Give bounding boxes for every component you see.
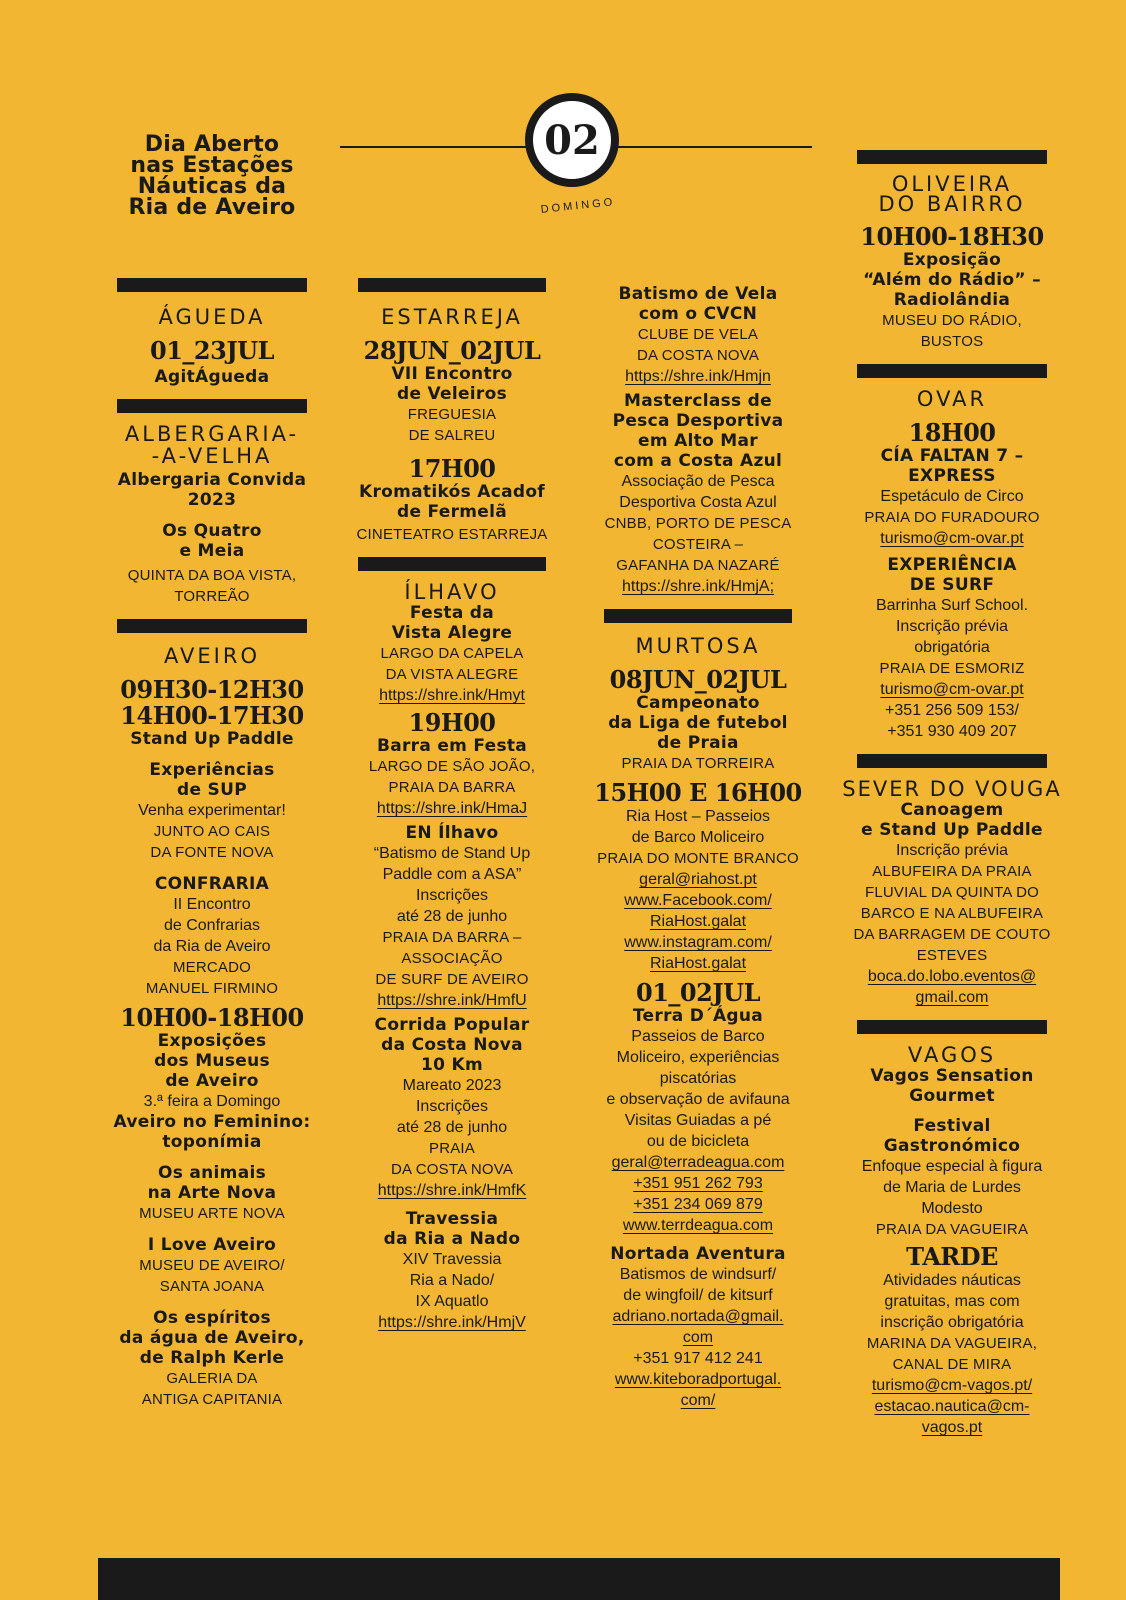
event-description: Moliceiro, experiências [616,1049,780,1066]
event-date: 08JUN_02JUL [609,665,787,694]
event-link[interactable]: www.terrdeagua.com [622,1217,774,1234]
event-phone: +351 917 412 241 [633,1350,763,1367]
event-description: inscrição obrigatória [880,1314,1024,1331]
title-line: Dia Aberto [144,132,280,157]
event-title: Experiências [149,760,275,780]
event-title: toponímia [162,1132,262,1152]
event-title: Barra em Festa [376,736,528,756]
event-link[interactable]: https://shre.ink/HmjV [378,1314,526,1331]
event-title: EXPRESS [908,466,996,486]
event-place: MUSEU DE AVEIRO/ [139,1257,285,1274]
section-bar [358,278,546,292]
event-link[interactable]: boca.do.lobo.eventos@ [867,968,1037,985]
event-title: Pesca Desportiva [612,411,784,431]
event-title: Albergaria Convida [117,470,307,490]
event-title: CONFRARIA [154,874,270,894]
event-description: Associação de Pesca [621,473,775,490]
event-title: Canoagem [900,800,1004,820]
section-bar [857,1020,1047,1034]
event-place: PRAIA DA TORREIRA [621,755,775,772]
event-description: Enfoque especial à figura [861,1158,1043,1175]
title-line: Náuticas da [137,174,287,199]
event-place: DA BARRAGEM DE COUTO [853,926,1051,943]
event-place: DA FONTE NOVA [150,844,274,861]
town-agueda: ÁGUEDA [158,305,266,329]
event-title: Os animais [157,1163,267,1183]
event-description: IX Aquatlo [415,1293,489,1310]
event-title: e Meia [179,541,245,561]
event-place: CLUBE DE VELA [637,326,759,343]
event-title: Corrida Popular [374,1015,530,1035]
event-title: Vista Alegre [391,623,513,643]
section-bar [857,150,1047,164]
event-title: da Ria a Nado [383,1229,521,1249]
town-oliveira: DO BAIRRO [878,192,1026,216]
event-title: Os Quatro [162,521,262,541]
event-date: 09H30-12H30 [120,675,304,704]
event-date: 01_23JUL [150,336,274,365]
page-title [96,134,328,218]
event-place: MUSEU DO RÁDIO, [882,312,1022,329]
event-description: Visitas Guiadas a pé [624,1112,772,1129]
event-place: PRAIA DE ESMORIZ [879,660,1025,677]
event-description: Atividades náuticas [883,1272,1021,1289]
event-description: Ria Host – Passeios [625,808,771,825]
event-description: até 28 de junho [396,908,508,925]
event-place: GAFANHA DA NAZARÉ [616,557,780,574]
event-link[interactable]: https://shre.ink/Hmyt [379,687,525,704]
section-bar [117,399,307,413]
event-place: LARGO DE SÃO JOÃO, [368,758,536,775]
event-place: FREGUESIA [407,406,497,423]
event-link[interactable]: +351 234 069 879 [633,1196,763,1213]
town-ilhavo: ÍLHAVO [404,580,500,604]
event-date: 17H00 [408,454,496,483]
event-link[interactable]: com [682,1329,714,1346]
event-place: DA COSTA NOVA [390,1161,514,1178]
event-title: com a Costa Azul [613,451,783,471]
event-description: gratuitas, mas com [884,1293,1020,1310]
event-link[interactable]: estacao.nautica@cm- [874,1398,1030,1415]
event-place: CANAL DE MIRA [892,1356,1012,1373]
event-description: de Confrarias [163,917,261,934]
day-name: DOMINGO [540,196,616,216]
event-title: de Fermelã [397,502,507,522]
town-albergaria: ALBERGARIA- [124,422,300,446]
event-place: PRAIA DO FURADOURO [864,509,1040,526]
event-place: COSTEIRA – [652,536,744,553]
event-link[interactable]: https://shre.ink/HmfU [377,992,527,1009]
event-title: Festa da [409,603,495,623]
event-place: PRAIA [428,1140,475,1157]
event-place: SANTA JOANA [159,1278,265,1295]
event-title: VII Encontro [391,364,513,384]
event-description: Inscrição prévia [895,618,1009,635]
section-bar [117,278,307,292]
event-place: BUSTOS [920,333,984,350]
town-albergaria: -A-VELHA [151,444,273,468]
event-link[interactable]: vagos.pt [921,1419,983,1436]
section-bar [604,609,792,623]
event-title: da Costa Nova [381,1035,523,1055]
event-description: Inscrições [415,887,489,904]
event-phone: +351 256 509 153/ [885,702,1019,719]
day-number: 02 [544,116,600,164]
event-title: e Stand Up Paddle [861,820,1043,840]
title-line: nas Estações [130,153,294,178]
event-description: de Maria de Lurdes [883,1179,1021,1196]
event-title: 2023 [187,490,237,510]
event-link[interactable]: https://shre.ink/HmjA; [621,578,775,595]
footer-bar [98,1558,1060,1600]
town-oliveira: OLIVEIRA [891,172,1013,196]
town-estarreja: ESTARREJA [381,305,523,329]
column-4 [834,150,1070,1438]
event-title: da Liga de futebol [608,713,788,733]
event-title: Stand Up Paddle [130,729,294,749]
event-link[interactable]: geral@riahost.pt [639,871,757,888]
section-bar [857,754,1047,768]
event-place: PRAIA DA VAGUEIRA [875,1221,1029,1238]
event-title: Travessia [405,1209,499,1229]
event-link[interactable]: adriano.nortada@gmail. [612,1308,784,1325]
event-place: PRAIA DO MONTE BRANCO [597,850,799,867]
event-description: e observação de avifauna [606,1091,790,1108]
event-place: DE SALREU [408,427,496,444]
column-2 [338,278,566,1333]
event-date: TARDE [906,1242,998,1271]
event-place: MANUEL FIRMINO [145,980,279,997]
event-title: Radiolândia [893,290,1011,310]
event-title: de Ralph Kerle [139,1348,285,1368]
town-ovar: OVAR [916,387,988,411]
event-title: Exposições [157,1031,267,1051]
event-link[interactable]: gmail.com [915,989,989,1006]
event-description: até 28 de junho [396,1119,508,1136]
event-title: I Love Aveiro [147,1235,277,1255]
event-description: “Batismo de Stand Up [373,845,531,862]
event-place: QUINTA DA BOA VISTA, [127,567,297,584]
event-description: Espetáculo de Circo [880,488,1024,505]
event-title: Os espíritos [153,1308,271,1328]
event-place: DA COSTA NOVA [636,347,760,364]
town-murtosa: MURTOSA [635,634,761,658]
event-description: Desportiva Costa Azul [619,494,777,511]
event-description: 3.ª feira a Domingo [143,1093,281,1110]
event-description: Inscrição prévia [895,842,1009,859]
event-link[interactable]: +351 951 262 793 [633,1175,763,1192]
event-place: MERCADO [172,959,252,976]
event-link[interactable]: geral@terradeagua.com [611,1154,785,1171]
event-place: ALBUFEIRA DA PRAIA [872,863,1032,880]
event-place: TORREÃO [174,588,250,605]
event-description: Ria a Nado/ [409,1272,495,1289]
event-link[interactable]: www.kiteboradportugal. [614,1371,782,1388]
event-description: Paddle com a ASA” [382,866,522,883]
event-title: DE SURF [909,575,995,595]
event-title: AgitÁgueda [154,367,270,387]
event-title: de Veleiros [396,384,508,404]
event-place: MARINA DA VAGUEIRA, [866,1335,1038,1352]
event-title: Gastronómico [883,1136,1021,1156]
event-title: Gourmet [909,1086,995,1106]
event-date: 14H00-17H30 [120,701,304,730]
event-description: Modesto [921,1200,983,1217]
event-title: EN Ílhavo [405,823,499,843]
event-title: EXPERIÊNCIA [887,555,1017,575]
event-title: de Aveiro [165,1071,259,1091]
event-link[interactable]: com/ [680,1392,716,1409]
event-place: JUNTO AO CAIS [153,823,271,840]
event-title: de SUP [177,780,247,800]
event-description: Barrinha Surf School. [875,597,1029,614]
event-title: de Praia [657,733,739,753]
event-title: Nortada Aventura [610,1244,786,1264]
event-title: em Alto Mar [638,431,758,451]
event-link[interactable]: https://shre.ink/HmfK [377,1182,527,1199]
event-place: DA VISTA ALEGRE [385,666,519,683]
event-date: 01_02JUL [636,978,760,1007]
event-description: Mareato 2023 [402,1077,502,1094]
event-link[interactable]: https://shre.ink/HmaJ [376,800,528,817]
event-place: GALERIA DA [166,1370,258,1387]
event-date: 19H00 [408,708,496,737]
column-1 [98,278,326,1410]
event-title: Exposição [902,250,1002,270]
event-title: na Arte Nova [147,1183,277,1203]
event-description: Passeios de Barco [631,1028,765,1045]
event-link[interactable]: www.Facebook.com/ [624,892,772,909]
event-place: ASSOCIAÇÃO [401,950,503,967]
event-title: CÍA FALTAN 7 – [880,446,1024,466]
event-title: Batismo de Vela [618,284,778,304]
event-description: Venha experimentar! [138,802,286,819]
event-date: 28JUN_02JUL [363,336,541,365]
event-description: Batismos de windsurf/ [619,1266,777,1283]
event-place: BARCO E NA ALBUFEIRA [860,905,1044,922]
event-place: ANTIGA CAPITANIA [141,1391,283,1408]
event-title: Aveiro no Feminino: [113,1112,311,1132]
event-description: Inscrições [415,1098,489,1115]
event-title: da água de Aveiro, [119,1328,305,1348]
event-title: Festival [913,1116,991,1136]
event-description: obrigatória [914,639,990,656]
event-title: Masterclass de [624,391,772,411]
column-3 [578,284,818,1411]
event-date: 15H00 E 16H00 [594,778,802,807]
event-place: PRAIA DA BARRA – [382,929,522,946]
event-description: II Encontro [173,896,251,913]
header-rule-left [340,146,526,148]
event-description: de wingfoil/ de kitsurf [623,1287,773,1304]
header-rule-right [618,146,812,148]
day-number-badge [525,93,619,187]
event-title: Terra D´Água [632,1006,764,1026]
event-description: da Ria de Aveiro [153,938,271,955]
event-description: XIV Travessia [402,1251,502,1268]
event-title: 10 Km [421,1055,483,1075]
section-bar [117,619,307,633]
event-title: Kromatikós Acadof [359,482,545,502]
event-link[interactable]: RiaHost.galat [649,955,747,972]
event-place: CNBB, PORTO DE PESCA [604,515,792,532]
event-place: PRAIA DA BARRA [388,779,516,796]
event-place: DE SURF DE AVEIRO [375,971,529,988]
section-bar [857,364,1047,378]
section-bar [358,557,546,571]
town-sever: SEVER DO VOUGA [842,777,1062,801]
event-description: ou de bicicleta [646,1133,750,1150]
event-title: dos Museus [154,1051,270,1071]
event-description: de Barco Moliceiro [631,829,765,846]
event-title: Vagos Sensation [870,1066,1034,1086]
event-link[interactable]: https://shre.ink/Hmjn [625,368,771,385]
event-date: 10H00-18H00 [120,1003,304,1032]
event-date: 10H00-18H30 [860,222,1044,251]
event-link[interactable]: RiaHost.galat [649,913,747,930]
event-place: CINETEATRO ESTARREJA [356,526,548,543]
town-vagos: VAGOS [907,1043,997,1067]
title-line: Ria de Aveiro [128,195,296,220]
event-title: “Além do Rádio” – [863,270,1041,290]
event-place: ESTEVES [916,947,988,964]
event-link[interactable]: turismo@cm-ovar.pt [880,530,1024,547]
town-aveiro: AVEIRO [164,644,260,668]
event-date: 18H00 [908,418,996,447]
event-link[interactable]: www.instagram.com/ [624,934,772,951]
event-link[interactable]: turismo@cm-vagos.pt/ [871,1377,1033,1394]
event-place: LARGO DA CAPELA [380,645,524,662]
event-description: piscatórias [659,1070,737,1087]
event-place: FLUVIAL DA QUINTA DO [864,884,1040,901]
event-link[interactable]: turismo@cm-ovar.pt [880,681,1024,698]
event-title: Campeonato [636,693,760,713]
event-title: com o CVCN [638,304,758,324]
event-place: MUSEU ARTE NOVA [139,1205,285,1222]
event-phone: +351 930 409 207 [887,723,1017,740]
